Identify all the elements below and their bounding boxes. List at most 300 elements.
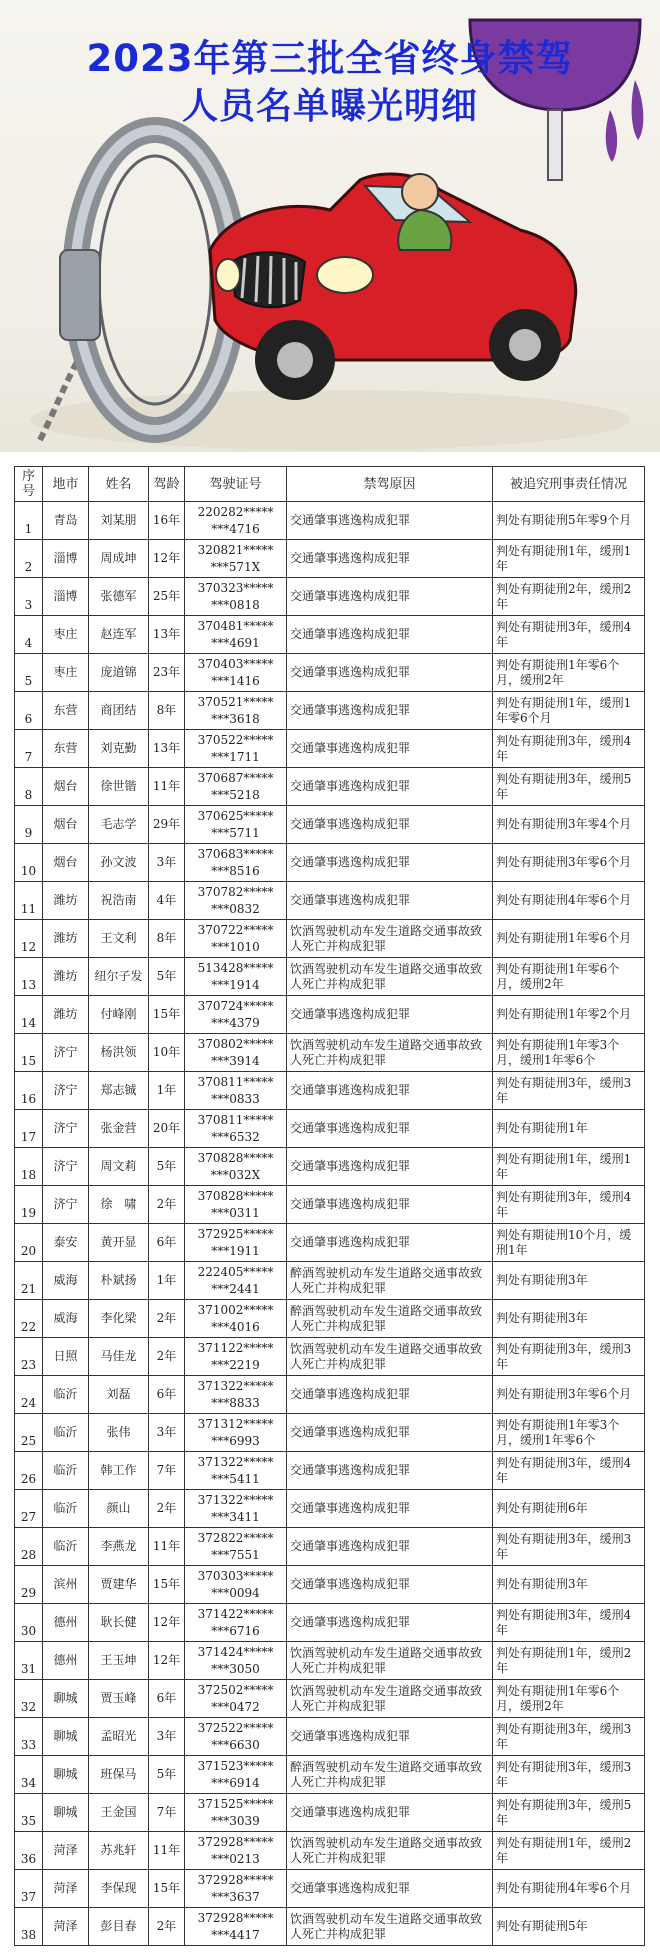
row-index: 31 [15,1642,43,1680]
row-license [185,806,287,844]
row-name: 王金国 [89,1794,149,1832]
row-years: 12年 [149,1604,185,1642]
row-city: 德州 [43,1604,89,1642]
row-name: 刘克勤 [89,730,149,768]
row-reason: 交通肇事逃逸构成犯罪 [287,1224,493,1262]
row-years: 1年 [149,1072,185,1110]
row-license [185,996,287,1034]
row-license [185,1566,287,1604]
table-row [15,1262,645,1300]
header-city: 地市 [43,467,89,502]
license-prefix: 370722***** [197,922,274,937]
table-row [15,1490,645,1528]
row-city: 临沂 [43,1490,89,1528]
row-name: 黄开显 [89,1224,149,1262]
license-prefix: 370683***** [197,846,274,861]
row-reason: 交通肇事逃逸构成犯罪 [287,692,493,730]
row-city: 临沂 [43,1414,89,1452]
row-reason: 饮酒驾驶机动车发生道路交通事故致人死亡并构成犯罪 [287,1680,493,1718]
row-name: 孙文波 [89,844,149,882]
row-result: 判处有期徒刑3年，缓刑4年 [493,730,645,768]
row-result: 判处有期徒刑3年，缓刑3年 [493,1718,645,1756]
row-license [185,920,287,958]
row-index: 35 [15,1794,43,1832]
license-suffix: ***0833 [211,1091,260,1106]
row-reason: 交通肇事逃逸构成犯罪 [287,654,493,692]
row-result: 判处有期徒刑3年 [493,1262,645,1300]
ban-list-table-wrap [14,466,644,1946]
row-license [185,1832,287,1870]
row-index: 11 [15,882,43,920]
row-name: 杨洪领 [89,1034,149,1072]
license-suffix: ***3411 [211,1509,260,1524]
table-row [15,1642,645,1680]
row-license [185,1756,287,1794]
license-prefix: 370724***** [197,998,274,1013]
row-result: 判处有期徒刑3年零6个月 [493,844,645,882]
table-row [15,768,645,806]
license-suffix: ***3914 [211,1053,260,1068]
row-city: 潍坊 [43,996,89,1034]
row-city: 临沂 [43,1376,89,1414]
row-index: 24 [15,1376,43,1414]
header-reason: 禁驾原因 [287,467,493,502]
row-result: 判处有期徒刑3年，缓刑5年 [493,1794,645,1832]
table-header-row [15,467,645,502]
row-license [185,1262,287,1300]
header-result: 被追究刑事责任情况 [493,467,645,502]
license-suffix: ***0213 [211,1851,260,1866]
license-prefix: 372928***** [197,1872,274,1887]
row-city: 威海 [43,1262,89,1300]
banner-illustration [0,0,660,452]
row-license [185,1680,287,1718]
license-prefix: 370323***** [197,580,274,595]
license-suffix: ***571X [210,559,261,574]
license-prefix: 370303***** [197,1568,274,1583]
license-prefix: 372502***** [197,1682,274,1697]
row-name: 祝浩南 [89,882,149,920]
row-result: 判处有期徒刑3年，缓刑4年 [493,1604,645,1642]
row-years: 4年 [149,882,185,920]
row-years: 6年 [149,1376,185,1414]
row-result: 判处有期徒刑1年零6个月，缓刑2年 [493,1680,645,1718]
row-result: 判处有期徒刑1年零3个月，缓刑1年零6个 [493,1414,645,1452]
row-city: 泰安 [43,1224,89,1262]
row-years: 3年 [149,1414,185,1452]
row-reason: 交通肇事逃逸构成犯罪 [287,1870,493,1908]
row-city: 德州 [43,1642,89,1680]
license-suffix: ***8516 [211,863,260,878]
row-city: 烟台 [43,768,89,806]
row-result: 判处有期徒刑3年，缓刑5年 [493,768,645,806]
row-years: 5年 [149,1756,185,1794]
row-result: 判处有期徒刑1年，缓刑1年 [493,540,645,578]
license-suffix: ***0832 [211,901,260,916]
license-suffix: ***4016 [211,1319,260,1334]
row-reason: 交通肇事逃逸构成犯罪 [287,806,493,844]
row-years: 2年 [149,1300,185,1338]
license-suffix: ***1416 [211,673,260,688]
row-license [185,1376,287,1414]
license-prefix: 222405***** [197,1264,274,1279]
table-row [15,1604,645,1642]
row-index: 13 [15,958,43,996]
row-years: 16年 [149,502,185,540]
row-index: 21 [15,1262,43,1300]
license-suffix: ***6716 [211,1623,260,1638]
row-license [185,540,287,578]
row-name: 耿长健 [89,1604,149,1642]
license-suffix: ***3039 [211,1813,260,1828]
row-index: 27 [15,1490,43,1528]
license-suffix: ***3618 [211,711,260,726]
row-result: 判处有期徒刑1年零2个月 [493,996,645,1034]
row-index: 22 [15,1300,43,1338]
row-years: 2年 [149,1186,185,1224]
row-city: 济宁 [43,1110,89,1148]
row-name: 李化梁 [89,1300,149,1338]
row-name: 赵连军 [89,616,149,654]
row-result: 判处有期徒刑2年，缓刑2年 [493,578,645,616]
row-city: 聊城 [43,1680,89,1718]
row-name: 朴斌扬 [89,1262,149,1300]
license-prefix: 372925***** [197,1226,274,1241]
row-name: 贾建华 [89,1566,149,1604]
row-years: 23年 [149,654,185,692]
row-license [185,1072,287,1110]
license-suffix: ***3050 [211,1661,260,1676]
license-prefix: 372822***** [197,1530,274,1545]
license-suffix: ***2441 [211,1281,260,1296]
row-result: 判处有期徒刑1年，缓刑2年 [493,1642,645,1680]
table-row [15,806,645,844]
license-prefix: 371002***** [197,1302,274,1317]
license-suffix: ***0818 [211,597,260,612]
license-prefix: 371525***** [197,1796,274,1811]
row-result: 判处有期徒刑1年，缓刑1年零6个月 [493,692,645,730]
table-row [15,502,645,540]
row-name: 颜山 [89,1490,149,1528]
row-city: 菏泽 [43,1832,89,1870]
row-index: 10 [15,844,43,882]
row-index: 6 [15,692,43,730]
row-index: 17 [15,1110,43,1148]
row-city: 青岛 [43,502,89,540]
row-license [185,1604,287,1642]
row-result: 判处有期徒刑3年 [493,1566,645,1604]
license-prefix: 370521***** [197,694,274,709]
row-index: 5 [15,654,43,692]
row-city: 烟台 [43,806,89,844]
license-suffix: ***3637 [211,1889,260,1904]
license-suffix: ***2219 [211,1357,260,1372]
license-prefix: 370802***** [197,1036,274,1051]
row-city: 济宁 [43,1034,89,1072]
row-result: 判处有期徒刑1年零3个月，缓刑1年零6个 [493,1034,645,1072]
row-years: 25年 [149,578,185,616]
license-suffix: ***1010 [211,939,260,954]
table-row [15,578,645,616]
license-prefix: 370522***** [197,732,274,747]
row-name: 刘某朋 [89,502,149,540]
license-prefix: 371422***** [197,1606,274,1621]
row-result: 判处有期徒刑3年，缓刑4年 [493,616,645,654]
table-row [15,996,645,1034]
row-name: 庞道锦 [89,654,149,692]
row-name: 周成坤 [89,540,149,578]
row-result: 判处有期徒刑1年零6个月，缓刑2年 [493,654,645,692]
row-city: 潍坊 [43,882,89,920]
row-name: 贾玉峰 [89,1680,149,1718]
table-row [15,1300,645,1338]
row-city: 威海 [43,1300,89,1338]
row-result: 判处有期徒刑10个月，缓刑1年 [493,1224,645,1262]
license-suffix: ***4379 [211,1015,260,1030]
license-prefix: 371312***** [197,1416,274,1431]
row-reason: 交通肇事逃逸构成犯罪 [287,730,493,768]
row-reason: 交通肇事逃逸构成犯罪 [287,616,493,654]
row-index: 20 [15,1224,43,1262]
license-suffix: ***0472 [211,1699,260,1714]
row-city: 东营 [43,692,89,730]
row-reason: 醉酒驾驶机动车发生道路交通事故致人死亡并构成犯罪 [287,1756,493,1794]
license-suffix: ***8833 [211,1395,260,1410]
license-suffix: ***6630 [211,1737,260,1752]
table-row [15,692,645,730]
row-years: 11年 [149,1832,185,1870]
row-license [185,1528,287,1566]
table-row [15,1452,645,1490]
row-city: 淄博 [43,540,89,578]
license-suffix: ***1914 [211,977,260,992]
license-prefix: 370481***** [197,618,274,633]
row-reason: 交通肇事逃逸构成犯罪 [287,1148,493,1186]
row-reason: 醉酒驾驶机动车发生道路交通事故致人死亡并构成犯罪 [287,1262,493,1300]
row-license [185,502,287,540]
row-name: 张金营 [89,1110,149,1148]
table-row [15,1224,645,1262]
license-suffix: ***4417 [211,1927,260,1942]
row-city: 济宁 [43,1072,89,1110]
row-license [185,1908,287,1946]
row-name: 徐世锴 [89,768,149,806]
banner-title-line1: 2023年第三批全省终身禁驾 [86,37,574,80]
row-index: 23 [15,1338,43,1376]
table-row [15,882,645,920]
row-name: 班保马 [89,1756,149,1794]
row-city: 临沂 [43,1452,89,1490]
row-index: 1 [15,502,43,540]
row-license [185,1490,287,1528]
license-prefix: 370811***** [197,1074,274,1089]
row-reason: 交通肇事逃逸构成犯罪 [287,1604,493,1642]
row-result: 判处有期徒刑3年，缓刑3年 [493,1756,645,1794]
row-years: 7年 [149,1794,185,1832]
table-row [15,540,645,578]
row-result: 判处有期徒刑3年，缓刑4年 [493,1452,645,1490]
header-years: 驾龄 [149,467,185,502]
row-reason: 交通肇事逃逸构成犯罪 [287,1490,493,1528]
row-reason: 交通肇事逃逸构成犯罪 [287,1072,493,1110]
table-row [15,1072,645,1110]
row-result: 判处有期徒刑1年，缓刑1年 [493,1148,645,1186]
table-row [15,1870,645,1908]
row-city: 临沂 [43,1528,89,1566]
row-result: 判处有期徒刑3年，缓刑3年 [493,1338,645,1376]
row-index: 37 [15,1870,43,1908]
row-result: 判处有期徒刑1年零6个月，缓刑2年 [493,958,645,996]
row-result: 判处有期徒刑1年 [493,1110,645,1148]
table-row [15,1376,645,1414]
row-city: 菏泽 [43,1870,89,1908]
table-row [15,844,645,882]
row-years: 1年 [149,1262,185,1300]
row-years: 3年 [149,844,185,882]
row-license [185,844,287,882]
row-license [185,1110,287,1148]
row-name: 毛志学 [89,806,149,844]
row-name: 周文莉 [89,1148,149,1186]
row-city: 潍坊 [43,920,89,958]
license-prefix: 320821***** [197,542,274,557]
row-city: 枣庄 [43,616,89,654]
license-suffix: ***5218 [211,787,260,802]
row-license [185,730,287,768]
row-index: 34 [15,1756,43,1794]
license-prefix: 371322***** [197,1454,274,1469]
row-index: 14 [15,996,43,1034]
row-reason: 交通肇事逃逸构成犯罪 [287,844,493,882]
row-reason: 饮酒驾驶机动车发生道路交通事故致人死亡并构成犯罪 [287,1034,493,1072]
row-license [185,1034,287,1072]
row-license [185,654,287,692]
row-index: 25 [15,1414,43,1452]
row-name: 商团结 [89,692,149,730]
license-prefix: 371122***** [197,1340,274,1355]
license-prefix: 370828***** [197,1188,274,1203]
row-license [185,1300,287,1338]
row-city: 烟台 [43,844,89,882]
row-index: 32 [15,1680,43,1718]
license-prefix: 371322***** [197,1492,274,1507]
license-prefix: 372522***** [197,1720,274,1735]
table-row [15,1832,645,1870]
license-prefix: 370625***** [197,808,274,823]
row-years: 3年 [149,1718,185,1756]
row-years: 5年 [149,1148,185,1186]
table-row [15,1034,645,1072]
row-city: 济宁 [43,1186,89,1224]
row-result: 判处有期徒刑1年，缓刑2年 [493,1832,645,1870]
row-years: 15年 [149,1870,185,1908]
row-name: 韩工作 [89,1452,149,1490]
row-license [185,1148,287,1186]
row-name: 刘磊 [89,1376,149,1414]
row-index: 4 [15,616,43,654]
row-result: 判处有期徒刑1年零6个月 [493,920,645,958]
table-body [15,502,645,1946]
license-suffix: ***0311 [211,1205,260,1220]
license-suffix: ***5711 [211,825,260,840]
license-prefix: 371322***** [197,1378,274,1393]
row-years: 13年 [149,616,185,654]
row-index: 3 [15,578,43,616]
row-years: 11年 [149,768,185,806]
license-prefix: 372928***** [197,1834,274,1849]
row-license [185,1186,287,1224]
row-index: 9 [15,806,43,844]
row-name: 张德军 [89,578,149,616]
row-name: 苏兆轩 [89,1832,149,1870]
row-city: 东营 [43,730,89,768]
row-result: 判处有期徒刑3年，缓刑3年 [493,1528,645,1566]
row-years: 12年 [149,540,185,578]
row-years: 11年 [149,1528,185,1566]
row-reason: 交通肇事逃逸构成犯罪 [287,1528,493,1566]
row-index: 36 [15,1832,43,1870]
row-city: 潍坊 [43,958,89,996]
header-license: 驾驶证号 [185,467,287,502]
row-years: 2年 [149,1338,185,1376]
row-result: 判处有期徒刑3年零4个月 [493,806,645,844]
row-years: 6年 [149,1224,185,1262]
license-suffix: ***6532 [211,1129,260,1144]
row-city: 聊城 [43,1756,89,1794]
row-index: 2 [15,540,43,578]
row-years: 10年 [149,1034,185,1072]
row-result: 判处有期徒刑3年，缓刑3年 [493,1072,645,1110]
row-reason: 交通肇事逃逸构成犯罪 [287,1110,493,1148]
table-row [15,1528,645,1566]
row-years: 8年 [149,920,185,958]
row-years: 5年 [149,958,185,996]
row-reason: 醉酒驾驶机动车发生道路交通事故致人死亡并构成犯罪 [287,1300,493,1338]
row-reason: 交通肇事逃逸构成犯罪 [287,1414,493,1452]
table-row [15,616,645,654]
banner-title-line2: 人员名单曝光明细 [181,86,478,127]
row-license [185,768,287,806]
table-row [15,1110,645,1148]
license-suffix: ***5411 [211,1471,260,1486]
table-row [15,1908,645,1946]
table-row [15,1566,645,1604]
row-index: 30 [15,1604,43,1642]
row-city: 济宁 [43,1148,89,1186]
row-reason: 饮酒驾驶机动车发生道路交通事故致人死亡并构成犯罪 [287,1338,493,1376]
license-prefix: 220282***** [197,504,274,519]
row-reason: 饮酒驾驶机动车发生道路交通事故致人死亡并构成犯罪 [287,958,493,996]
license-suffix: ***1711 [211,749,260,764]
row-reason: 交通肇事逃逸构成犯罪 [287,578,493,616]
row-city: 聊城 [43,1794,89,1832]
row-reason: 交通肇事逃逸构成犯罪 [287,502,493,540]
row-index: 28 [15,1528,43,1566]
table-row [15,1680,645,1718]
row-result: 判处有期徒刑5年 [493,1908,645,1946]
row-years: 7年 [149,1452,185,1490]
license-suffix: ***032X [210,1167,261,1182]
row-years: 13年 [149,730,185,768]
row-license [185,1870,287,1908]
row-name: 王文利 [89,920,149,958]
row-city: 枣庄 [43,654,89,692]
row-reason: 交通肇事逃逸构成犯罪 [287,768,493,806]
table-row [15,1718,645,1756]
row-index: 33 [15,1718,43,1756]
table-row [15,920,645,958]
header-name: 姓名 [89,467,149,502]
